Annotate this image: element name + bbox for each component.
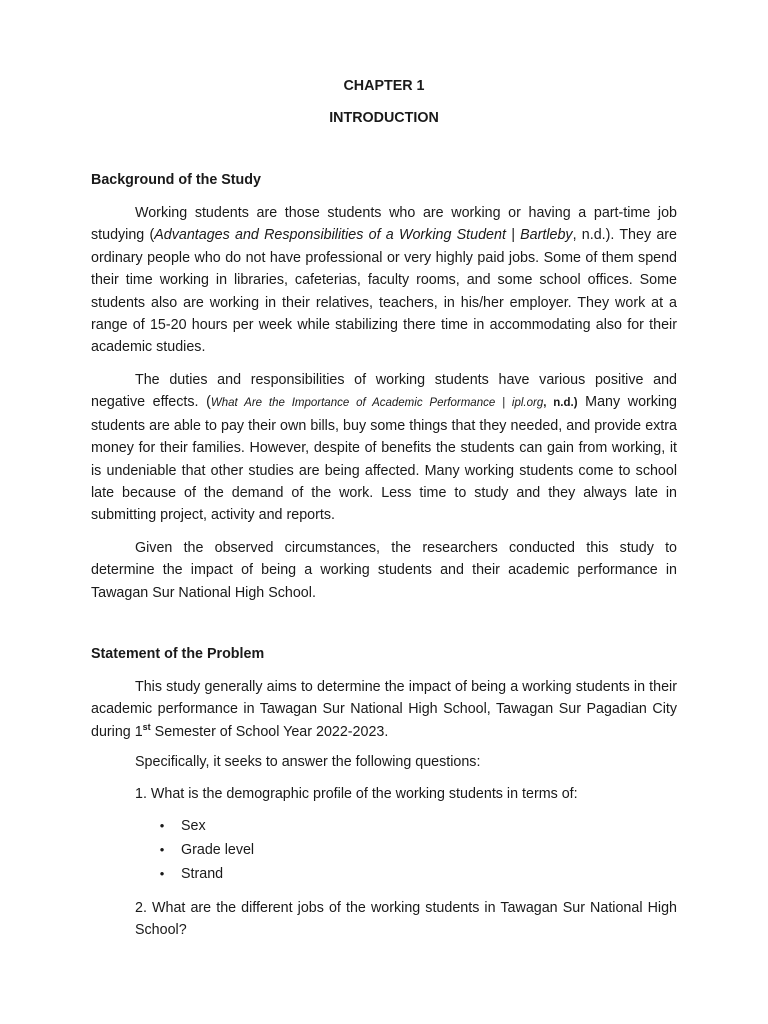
citation: What Are the Importance of Academic Performance | ipl.org: [210, 397, 544, 410]
ordinal-suffix: st: [142, 722, 151, 733]
background-paragraph-3: Given the observed circumstances, the researchers conducted this study to determine the impact of being a working students and their academic performance in Tawagan Sur National High School.: [91, 540, 677, 601]
citation-date: , n.d.): [543, 397, 578, 410]
bullet-icon: •: [159, 866, 165, 881]
paragraph-text: Semester of School Year 2022-2023.: [150, 723, 389, 740]
paragraph-text: Working students are those students who are working or having a part-time job studying (: [91, 205, 677, 244]
specifically-text: Specifically, it seeks to answer the following questions:: [135, 754, 481, 770]
bullet-icon: •: [159, 818, 165, 833]
bullet-item-sex: Sex: [181, 818, 206, 834]
chapter-title: INTRODUCTION: [329, 110, 439, 126]
chapter-number: CHAPTER 1: [343, 78, 425, 94]
paragraph-text: This study generally aims to determine the impact of being a working students in their academic performance in Tawagan Sur National High School, Tawagan Sur Pagadian City during 1: [91, 679, 677, 740]
background-paragraph-1: [91, 202, 677, 359]
paragraph-text: , n.d.). They are ordinary people who do not have professional or very highly paid jobs. Some of them spend their time working in libraries, cafeterias, faculty rooms, and some school offices. Some students also are working in their relatives, teachers, in his/her employer. They work at a range of 15-20 hours per week while stabilizing there time in accommodating also for their academic studies.: [91, 227, 677, 356]
question-1: 1. What is the demographic profile of the working students in terms of:: [135, 786, 578, 802]
paragraph-text: The duties and responsibilities of working students have various positive and negative effects. (: [91, 372, 677, 411]
question-2: 2. What are the different jobs of the working students in Tawagan Sur National High School?: [135, 900, 677, 939]
problem-paragraph-1: [91, 676, 677, 743]
bullet-item-grade-level: Grade level: [181, 842, 255, 858]
paragraph-text: Many working students are able to pay their own bills, buy some things that they needed, and provide extra money for their families. However, despite of benefits the students can gain from working, it is undeniable that other studies are being affected. Many working students come to school late because of the demand of the work. Less time to study and they always late in submitting project, activity and reports.: [91, 394, 678, 524]
bullet-item-strand: Strand: [181, 866, 224, 882]
bullet-icon: •: [159, 842, 165, 857]
section-heading-background: Background of the Study: [91, 172, 261, 188]
section-heading-problem: Statement of the Problem: [91, 646, 265, 662]
citation: Advantages and Responsibilities of a Working Student | Bartleby: [154, 227, 573, 244]
background-paragraph-2: [91, 369, 677, 527]
